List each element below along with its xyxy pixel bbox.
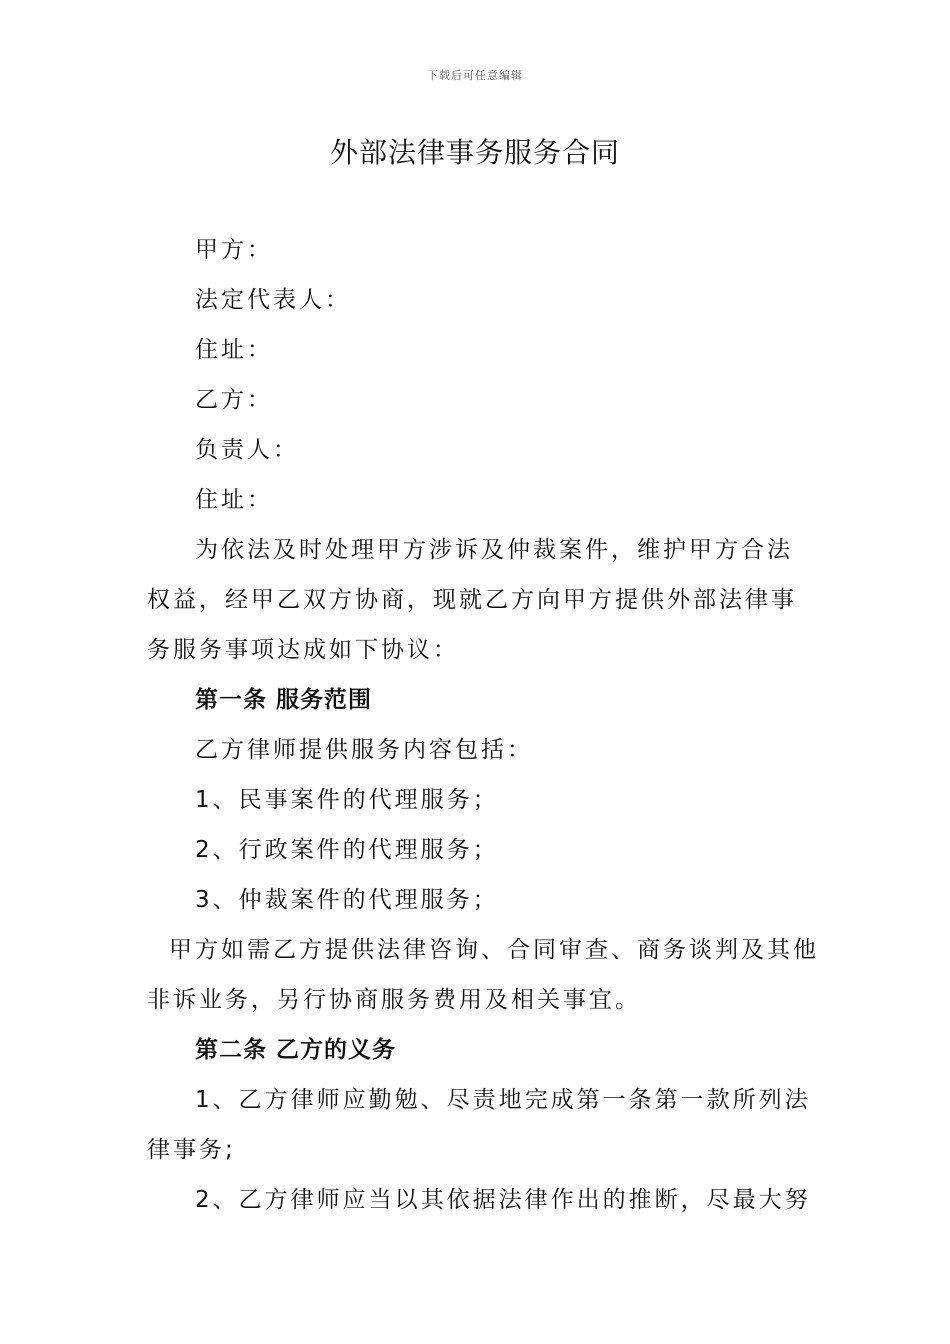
party-a-address-label: 住址： <box>195 337 273 363</box>
additional-services-line: 非诉业务，另行协商服务费用及相关事宜。 <box>147 987 641 1013</box>
article-2-heading: 第二条 乙方的义务 <box>195 1037 397 1063</box>
service-item: 3、仲裁案件的代理服务； <box>195 887 499 913</box>
party-a-label: 甲方： <box>195 237 273 263</box>
document-title: 外部法律事务服务合同 <box>329 136 620 169</box>
preamble-line: 务服务事项达成如下协议： <box>147 637 459 663</box>
additional-services-line: 甲方如需乙方提供法律咨询、合同审查、商务谈判及其他 <box>169 937 819 963</box>
obligation-line: 律事务; <box>147 1137 236 1163</box>
service-item: 2、行政案件的代理服务； <box>195 837 499 863</box>
service-scope-intro: 乙方律师提供服务内容包括： <box>195 737 533 763</box>
party-b-address-label: 住址： <box>195 487 273 513</box>
article-1-heading: 第一条 服务范围 <box>195 687 373 713</box>
obligation-line: 1、乙方律师应勤勉、尽责地完成第一条第一款所列法 <box>195 1087 811 1113</box>
legal-representative-label: 法定代表人： <box>195 287 351 313</box>
header-note: 下载后可任意编辑 <box>427 69 523 82</box>
preamble-line: 为依法及时处理甲方涉诉及仲裁案件，维护甲方合法 <box>195 537 793 563</box>
preamble-line: 权益，经甲乙双方协商，现就乙方向甲方提供外部法律事 <box>147 587 797 613</box>
service-item: 1、民事案件的代理服务； <box>195 787 499 813</box>
party-b-label: 乙方： <box>195 387 273 413</box>
obligation-line: 2、乙方律师应当以其依据法律作出的推断，尽最大努 <box>195 1187 811 1213</box>
responsible-person-label: 负责人： <box>195 437 299 463</box>
